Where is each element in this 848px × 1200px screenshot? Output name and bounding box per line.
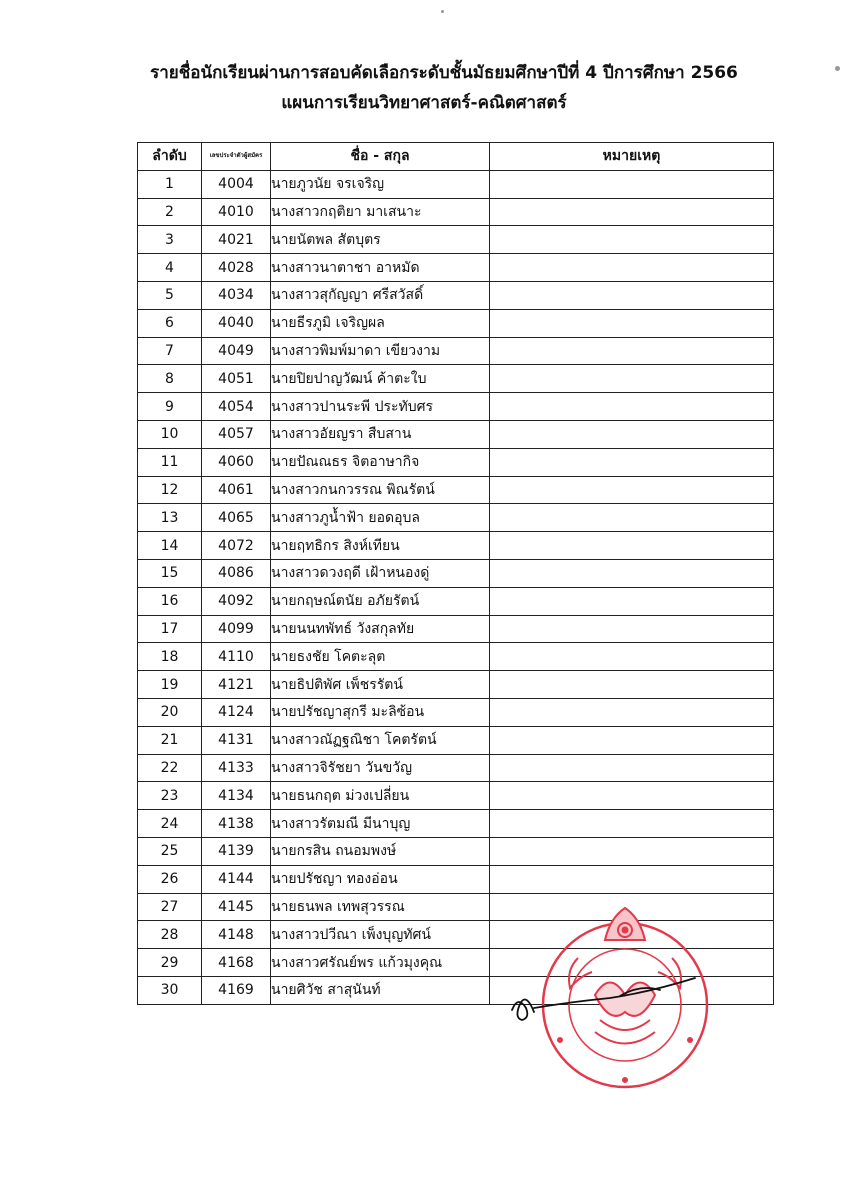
row-order: 18 xyxy=(138,643,202,671)
table-row xyxy=(138,532,774,560)
row-remark xyxy=(490,476,774,504)
row-remark xyxy=(490,865,774,893)
row-remark xyxy=(490,782,774,810)
row-order: 14 xyxy=(138,532,202,560)
row-applicant-id: 4051 xyxy=(202,365,271,393)
row-full-name: นางสาวจิรัชยา วันขวัญ xyxy=(271,754,490,782)
header-order: ลำดับ xyxy=(138,143,202,171)
row-full-name: นายกรสิน ถนอมพงษ์ xyxy=(271,837,490,865)
row-remark xyxy=(490,559,774,587)
table-row xyxy=(138,810,774,838)
row-remark xyxy=(490,921,774,949)
row-full-name: นายฤทธิกร สิงห์เทียน xyxy=(271,532,490,560)
row-applicant-id: 4092 xyxy=(202,587,271,615)
row-applicant-id: 4144 xyxy=(202,865,271,893)
row-full-name: นางสาวปานระพี ประทับศร xyxy=(271,393,490,421)
row-order: 16 xyxy=(138,587,202,615)
row-full-name: นายปรัชญาสุกรี มะลิซ้อน xyxy=(271,698,490,726)
row-order: 13 xyxy=(138,504,202,532)
row-remark xyxy=(490,420,774,448)
row-order: 8 xyxy=(138,365,202,393)
table-row xyxy=(138,587,774,615)
row-remark xyxy=(490,393,774,421)
row-full-name: นายธนพล เทพสุวรรณ xyxy=(271,893,490,921)
row-remark xyxy=(490,615,774,643)
document-subtitle: แผนการเรียนวิทยาศาสตร์-คณิตศาสตร์ xyxy=(281,93,567,113)
row-applicant-id: 4148 xyxy=(202,921,271,949)
row-order: 5 xyxy=(138,281,202,309)
table-row xyxy=(138,281,774,309)
row-full-name: นายกฤษณ์ตนัย อภัยรัตน์ xyxy=(271,587,490,615)
row-applicant-id: 4168 xyxy=(202,949,271,977)
row-remark xyxy=(490,365,774,393)
row-remark xyxy=(490,587,774,615)
row-order: 30 xyxy=(138,976,202,1004)
row-applicant-id: 4040 xyxy=(202,309,271,337)
row-applicant-id: 4060 xyxy=(202,448,271,476)
row-applicant-id: 4099 xyxy=(202,615,271,643)
row-full-name: นายปรัชญา ทองอ่อน xyxy=(271,865,490,893)
table-row xyxy=(138,921,774,949)
table-row xyxy=(138,476,774,504)
row-order: 10 xyxy=(138,420,202,448)
row-order: 11 xyxy=(138,448,202,476)
row-remark xyxy=(490,893,774,921)
row-full-name: นางสาวศรัณย์พร แก้วมุงคุณ xyxy=(271,949,490,977)
row-remark xyxy=(490,337,774,365)
table-row xyxy=(138,559,774,587)
table-row xyxy=(138,504,774,532)
row-full-name: นางสาวรัตมณี มีนาบุญ xyxy=(271,810,490,838)
row-full-name: นายธีรภูมิ เจริญผล xyxy=(271,309,490,337)
table-row xyxy=(138,393,774,421)
row-remark xyxy=(490,810,774,838)
row-order: 20 xyxy=(138,698,202,726)
scan-speck xyxy=(441,10,444,13)
row-remark xyxy=(490,198,774,226)
table-row xyxy=(138,837,774,865)
table-row xyxy=(138,448,774,476)
row-full-name: นายธิปติพัศ เพ็ชรรัตน์ xyxy=(271,671,490,699)
table-row xyxy=(138,198,774,226)
row-remark xyxy=(490,226,774,254)
row-remark xyxy=(490,643,774,671)
row-applicant-id: 4004 xyxy=(202,170,271,198)
row-full-name: นางสาวกนกวรรณ พิณรัตน์ xyxy=(271,476,490,504)
table-row xyxy=(138,865,774,893)
table-row xyxy=(138,976,774,1004)
row-full-name: นายธนกฤต ม่วงเปลี่ยน xyxy=(271,782,490,810)
row-order: 3 xyxy=(138,226,202,254)
row-full-name: นางสาวอัยญรา สืบสาน xyxy=(271,420,490,448)
row-full-name: นายธงชัย โคตะลุต xyxy=(271,643,490,671)
row-remark xyxy=(490,309,774,337)
row-remark xyxy=(490,976,774,1004)
row-full-name: นายภูวนัย จรเจริญ xyxy=(271,170,490,198)
student-list-table xyxy=(137,142,774,1005)
row-order: 17 xyxy=(138,615,202,643)
row-full-name: นางสาวภูน้ำฟ้า ยอดอุบล xyxy=(271,504,490,532)
row-order: 4 xyxy=(138,254,202,282)
table-row xyxy=(138,726,774,754)
row-applicant-id: 4061 xyxy=(202,476,271,504)
table-row xyxy=(138,698,774,726)
row-full-name: นางสาวนาตาชา อาหมัด xyxy=(271,254,490,282)
row-applicant-id: 4028 xyxy=(202,254,271,282)
row-applicant-id: 4065 xyxy=(202,504,271,532)
row-order: 9 xyxy=(138,393,202,421)
row-applicant-id: 4131 xyxy=(202,726,271,754)
row-order: 12 xyxy=(138,476,202,504)
table-row xyxy=(138,949,774,977)
row-full-name: นางสาวณัฏฐณิชา โคตรัตน์ xyxy=(271,726,490,754)
table-header-row xyxy=(138,143,774,171)
row-applicant-id: 4169 xyxy=(202,976,271,1004)
row-full-name: นางสาวพิมพ์มาดา เขียวงาม xyxy=(271,337,490,365)
row-remark xyxy=(490,726,774,754)
table-row xyxy=(138,226,774,254)
header-remark: หมายเหตุ xyxy=(490,143,774,171)
table-row xyxy=(138,254,774,282)
row-full-name: นางสาวดวงฤดี เฝ้าหนองดู่ xyxy=(271,559,490,587)
row-order: 7 xyxy=(138,337,202,365)
table-row xyxy=(138,643,774,671)
row-remark xyxy=(490,532,774,560)
row-full-name: นางสาวปวีณา เพ็งบุญทัศน์ xyxy=(271,921,490,949)
table-row xyxy=(138,309,774,337)
row-applicant-id: 4021 xyxy=(202,226,271,254)
row-remark xyxy=(490,837,774,865)
row-remark xyxy=(490,754,774,782)
row-order: 29 xyxy=(138,949,202,977)
row-applicant-id: 4124 xyxy=(202,698,271,726)
document-title: รายชื่อนักเรียนผ่านการสอบคัดเลือกระดับชั้นมัธยมศึกษาปีที่ 4 ปีการศึกษา 2566 xyxy=(150,63,738,83)
row-applicant-id: 4138 xyxy=(202,810,271,838)
table-row xyxy=(138,754,774,782)
header-applicant-id: เลขประจำตัวผู้สมัคร xyxy=(202,143,271,171)
row-order: 19 xyxy=(138,671,202,699)
row-order: 24 xyxy=(138,810,202,838)
row-full-name: นางสาวสุกัญญา ศรีสวัสดิ์ xyxy=(271,281,490,309)
row-applicant-id: 4057 xyxy=(202,420,271,448)
row-applicant-id: 4133 xyxy=(202,754,271,782)
row-remark xyxy=(490,254,774,282)
row-order: 1 xyxy=(138,170,202,198)
table-row xyxy=(138,365,774,393)
row-order: 25 xyxy=(138,837,202,865)
row-full-name: นายนนทพัทธ์ วังสกุลทัย xyxy=(271,615,490,643)
row-remark xyxy=(490,281,774,309)
row-full-name: นายนัตพล สัตบุตร xyxy=(271,226,490,254)
table-row xyxy=(138,615,774,643)
table-row xyxy=(138,893,774,921)
row-applicant-id: 4049 xyxy=(202,337,271,365)
row-applicant-id: 4072 xyxy=(202,532,271,560)
scan-speck xyxy=(835,66,840,71)
row-order: 22 xyxy=(138,754,202,782)
table-row xyxy=(138,671,774,699)
table-row xyxy=(138,420,774,448)
row-order: 28 xyxy=(138,921,202,949)
row-applicant-id: 4034 xyxy=(202,281,271,309)
header-full-name: ชื่อ - สกุล xyxy=(271,143,490,171)
row-full-name: นายปิยปาญวัฒน์ ค้าตะใบ xyxy=(271,365,490,393)
document-header xyxy=(0,58,848,118)
row-remark xyxy=(490,448,774,476)
row-applicant-id: 4145 xyxy=(202,893,271,921)
row-order: 21 xyxy=(138,726,202,754)
row-applicant-id: 4139 xyxy=(202,837,271,865)
table-row xyxy=(138,782,774,810)
row-full-name: นางสาวกฤติยา มาเสนาะ xyxy=(271,198,490,226)
row-full-name: นายปัณณธร จิตอาษากิจ xyxy=(271,448,490,476)
row-order: 15 xyxy=(138,559,202,587)
row-applicant-id: 4121 xyxy=(202,671,271,699)
row-order: 23 xyxy=(138,782,202,810)
row-remark xyxy=(490,698,774,726)
row-applicant-id: 4134 xyxy=(202,782,271,810)
row-applicant-id: 4086 xyxy=(202,559,271,587)
row-remark xyxy=(490,949,774,977)
row-order: 27 xyxy=(138,893,202,921)
row-remark xyxy=(490,671,774,699)
row-applicant-id: 4110 xyxy=(202,643,271,671)
row-order: 2 xyxy=(138,198,202,226)
row-order: 26 xyxy=(138,865,202,893)
row-full-name: นายศิวัช สาสุนันท์ xyxy=(271,976,490,1004)
row-remark xyxy=(490,504,774,532)
row-order: 6 xyxy=(138,309,202,337)
row-applicant-id: 4054 xyxy=(202,393,271,421)
table-body xyxy=(138,170,774,1004)
table-row xyxy=(138,337,774,365)
row-applicant-id: 4010 xyxy=(202,198,271,226)
row-remark xyxy=(490,170,774,198)
table-row xyxy=(138,170,774,198)
